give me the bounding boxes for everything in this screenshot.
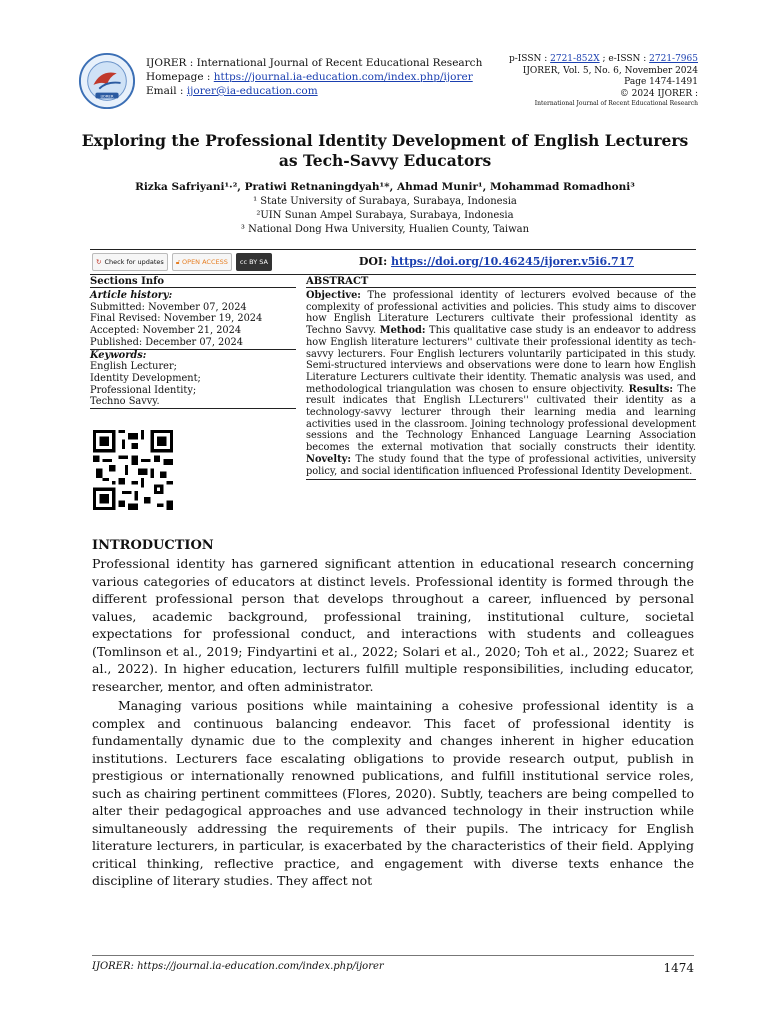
introduction-heading: INTRODUCTION: [92, 538, 214, 553]
cc-license-badge[interactable]: [236, 253, 272, 271]
issn-info: [458, 54, 698, 108]
cc-license-label: cc BY SA: [239, 258, 268, 266]
page-footer: [92, 955, 694, 975]
keyword: Identity Development;: [90, 372, 201, 384]
introduction-body: [92, 555, 694, 890]
article-title: Exploring the Professional Identity Development of English Lecturers as Tech-Savvy Educators: [81, 131, 689, 170]
affiliation: ³ National Dong Hwa University, Hualien County, Taiwan: [240, 224, 530, 235]
results-text: The result indicates that English LLecturers'' cultivated their identity as a technology-savvy lecturer through their learning media and learning activities used in the classroom. Joining technology professional development sessions and the Technology Enhanced Language Learning Association becomes the external motivation that socially constructs their identity.: [306, 383, 696, 454]
keyword: English Lecturer;: [90, 361, 177, 373]
badges: [92, 253, 272, 271]
qr-code[interactable]: [93, 430, 173, 510]
history-item: Accepted: November 21, 2024: [90, 325, 242, 337]
history-item: Published: December 07, 2024: [90, 337, 296, 350]
objective-text: The professional identity of lecturers evolved because of the complexity of professional activities and policies. This study aims to discover how English Literature Lecturers cultivate their professional identity as Techno Savvy.: [306, 290, 696, 337]
volume-info: IJORER, Vol. 5, No. 6, November 2024: [522, 65, 698, 76]
check-updates-label: Check for updates: [104, 258, 164, 266]
method-label: Method:: [379, 325, 426, 337]
novelty-text: The study found that the type of professional activities, university policy, and social identification influenced Professional Identity Development.: [306, 453, 696, 477]
objective-label: Objective:: [306, 290, 361, 301]
journal-name-line: [146, 56, 482, 70]
copyright: © 2024 IJORER :: [619, 88, 698, 99]
novelty-label: Novelty:: [306, 453, 351, 465]
meta-bar: [90, 249, 696, 275]
abstract-body: [306, 290, 696, 480]
history-item: Final Revised: November 19, 2024: [90, 313, 263, 325]
affiliations: [80, 195, 690, 237]
email-link[interactable]: ijorer@ia-education.com: [186, 85, 318, 97]
sections-info-heading: Sections Info: [90, 276, 296, 288]
homepage-line: [146, 70, 482, 84]
paragraph: Professional identity has garnered significant attention in educational research concerning various categories of educators at distinct levels. Professional identity is formed through the different professional person that develops throughout a career, influenced by personal values, academic background, professional training, institutional culture, societal expectations for professional conduct, and interactions with students and colleagues (Tomlinson et al., 2019; Findyartini et al., 2022; Solari et al., 2020; Toh et al., 2022; Suarez et al., 2022). In higher education, lecturers fulfill multiple responsibilities, including educator, researcher, mentor, and often administrator.: [92, 556, 694, 694]
keyword: Professional Identity;: [90, 384, 197, 396]
results-label: Results:: [628, 383, 674, 395]
email-label: Email :: [146, 85, 187, 97]
page-range: Page 1474-1491: [624, 77, 698, 87]
issn-line: [458, 54, 698, 66]
open-access-badge: [172, 253, 232, 271]
open-access-icon: 🔓︎: [175, 257, 181, 266]
svg-text:IJORER: IJORER: [100, 93, 114, 99]
history-item: Submitted: November 07, 2024: [90, 301, 247, 313]
check-for-updates-badge[interactable]: [92, 253, 168, 271]
eissn-label: ; e-ISSN :: [599, 54, 650, 64]
pissn-label: p-ISSN :: [508, 54, 551, 64]
article-authors: Rizka Safriyani¹·², Pratiwi Retnaningdyah¹*, Ahmad Munir¹, Mohammad Romadhoni³: [135, 181, 635, 193]
page-number: 1474: [663, 961, 694, 975]
affiliation: ¹ State University of Surabaya, Surabaya, Indonesia: [253, 196, 517, 207]
journal-header: [78, 50, 698, 120]
homepage-label: Homepage :: [146, 71, 214, 83]
journal-logo: [78, 52, 136, 110]
article-history-label: Article history:: [90, 290, 173, 301]
email-line: [146, 84, 482, 98]
affiliation: ²UIN Sunan Ampel Surabaya, Surabaya, Indonesia: [256, 210, 514, 221]
homepage-link[interactable]: https://journal.ia-education.com/index.php/ijorer: [213, 71, 473, 83]
doi: [359, 255, 634, 268]
refresh-icon: ↻: [96, 258, 102, 266]
journal-abbr: IJORER: [146, 57, 187, 69]
doi-link[interactable]: https://doi.org/10.46245/ijorer.v5i6.717: [390, 255, 634, 268]
footer-url: IJORER: https://journal.ia-education.com/index.php/ijorer: [92, 961, 384, 972]
keyword: Techno Savvy.: [90, 396, 296, 409]
journal-name: : International Journal of Recent Educational Research: [186, 57, 483, 69]
copyright-sub: International Journal of Recent Educational Research: [534, 100, 698, 107]
sections-info: [90, 290, 296, 409]
eissn-link[interactable]: 2721-7965: [649, 54, 698, 64]
pissn-link[interactable]: 2721-852X: [550, 54, 600, 64]
open-access-label: OPEN ACCESS: [182, 258, 228, 266]
abstract-heading: ABSTRACT: [306, 276, 696, 288]
doi-label: DOI:: [358, 255, 391, 268]
journal-info: [146, 56, 482, 98]
paragraph: Managing various positions while maintaining a cohesive professional identity is a complex and continuous balancing endeavor. This facet of professional identity is fundamentally dynamic due to the complexity and changes inherent in higher education institutions. Lecturers face escalating obligations to provide research output, publish in prestigious or internationally renowned publications, and fulfill institutional service roles, such as chairing pertinent committees (Flores, 2020). Subtly, teachers are being compelled to alter their pedagogical approaches and use advanced technology in their instruction while simultaneously addressing the requirements of their pupils. The intricacy for English literature lecturers, in particular, is exacerbated by the characteristics of their field. Applying critical thinking, reflective practice, and engagement with diverse texts enhance the discipline of literary studies. They affect not: [92, 698, 694, 888]
method-text: This qualitative case study is an endeavor to address how English literature lecturers'' cultivate their professional identity as tech-savvy lecturers. Four English lecturers voluntarily participated in this study. Semi-structured interviews and observations were done to learn how English Literature Lecturers cultivate their identity. Thematic analysis was used, and methodological triangulation was chosen to ensure objectivity.: [306, 325, 696, 395]
keywords-label: Keywords:: [90, 349, 147, 361]
